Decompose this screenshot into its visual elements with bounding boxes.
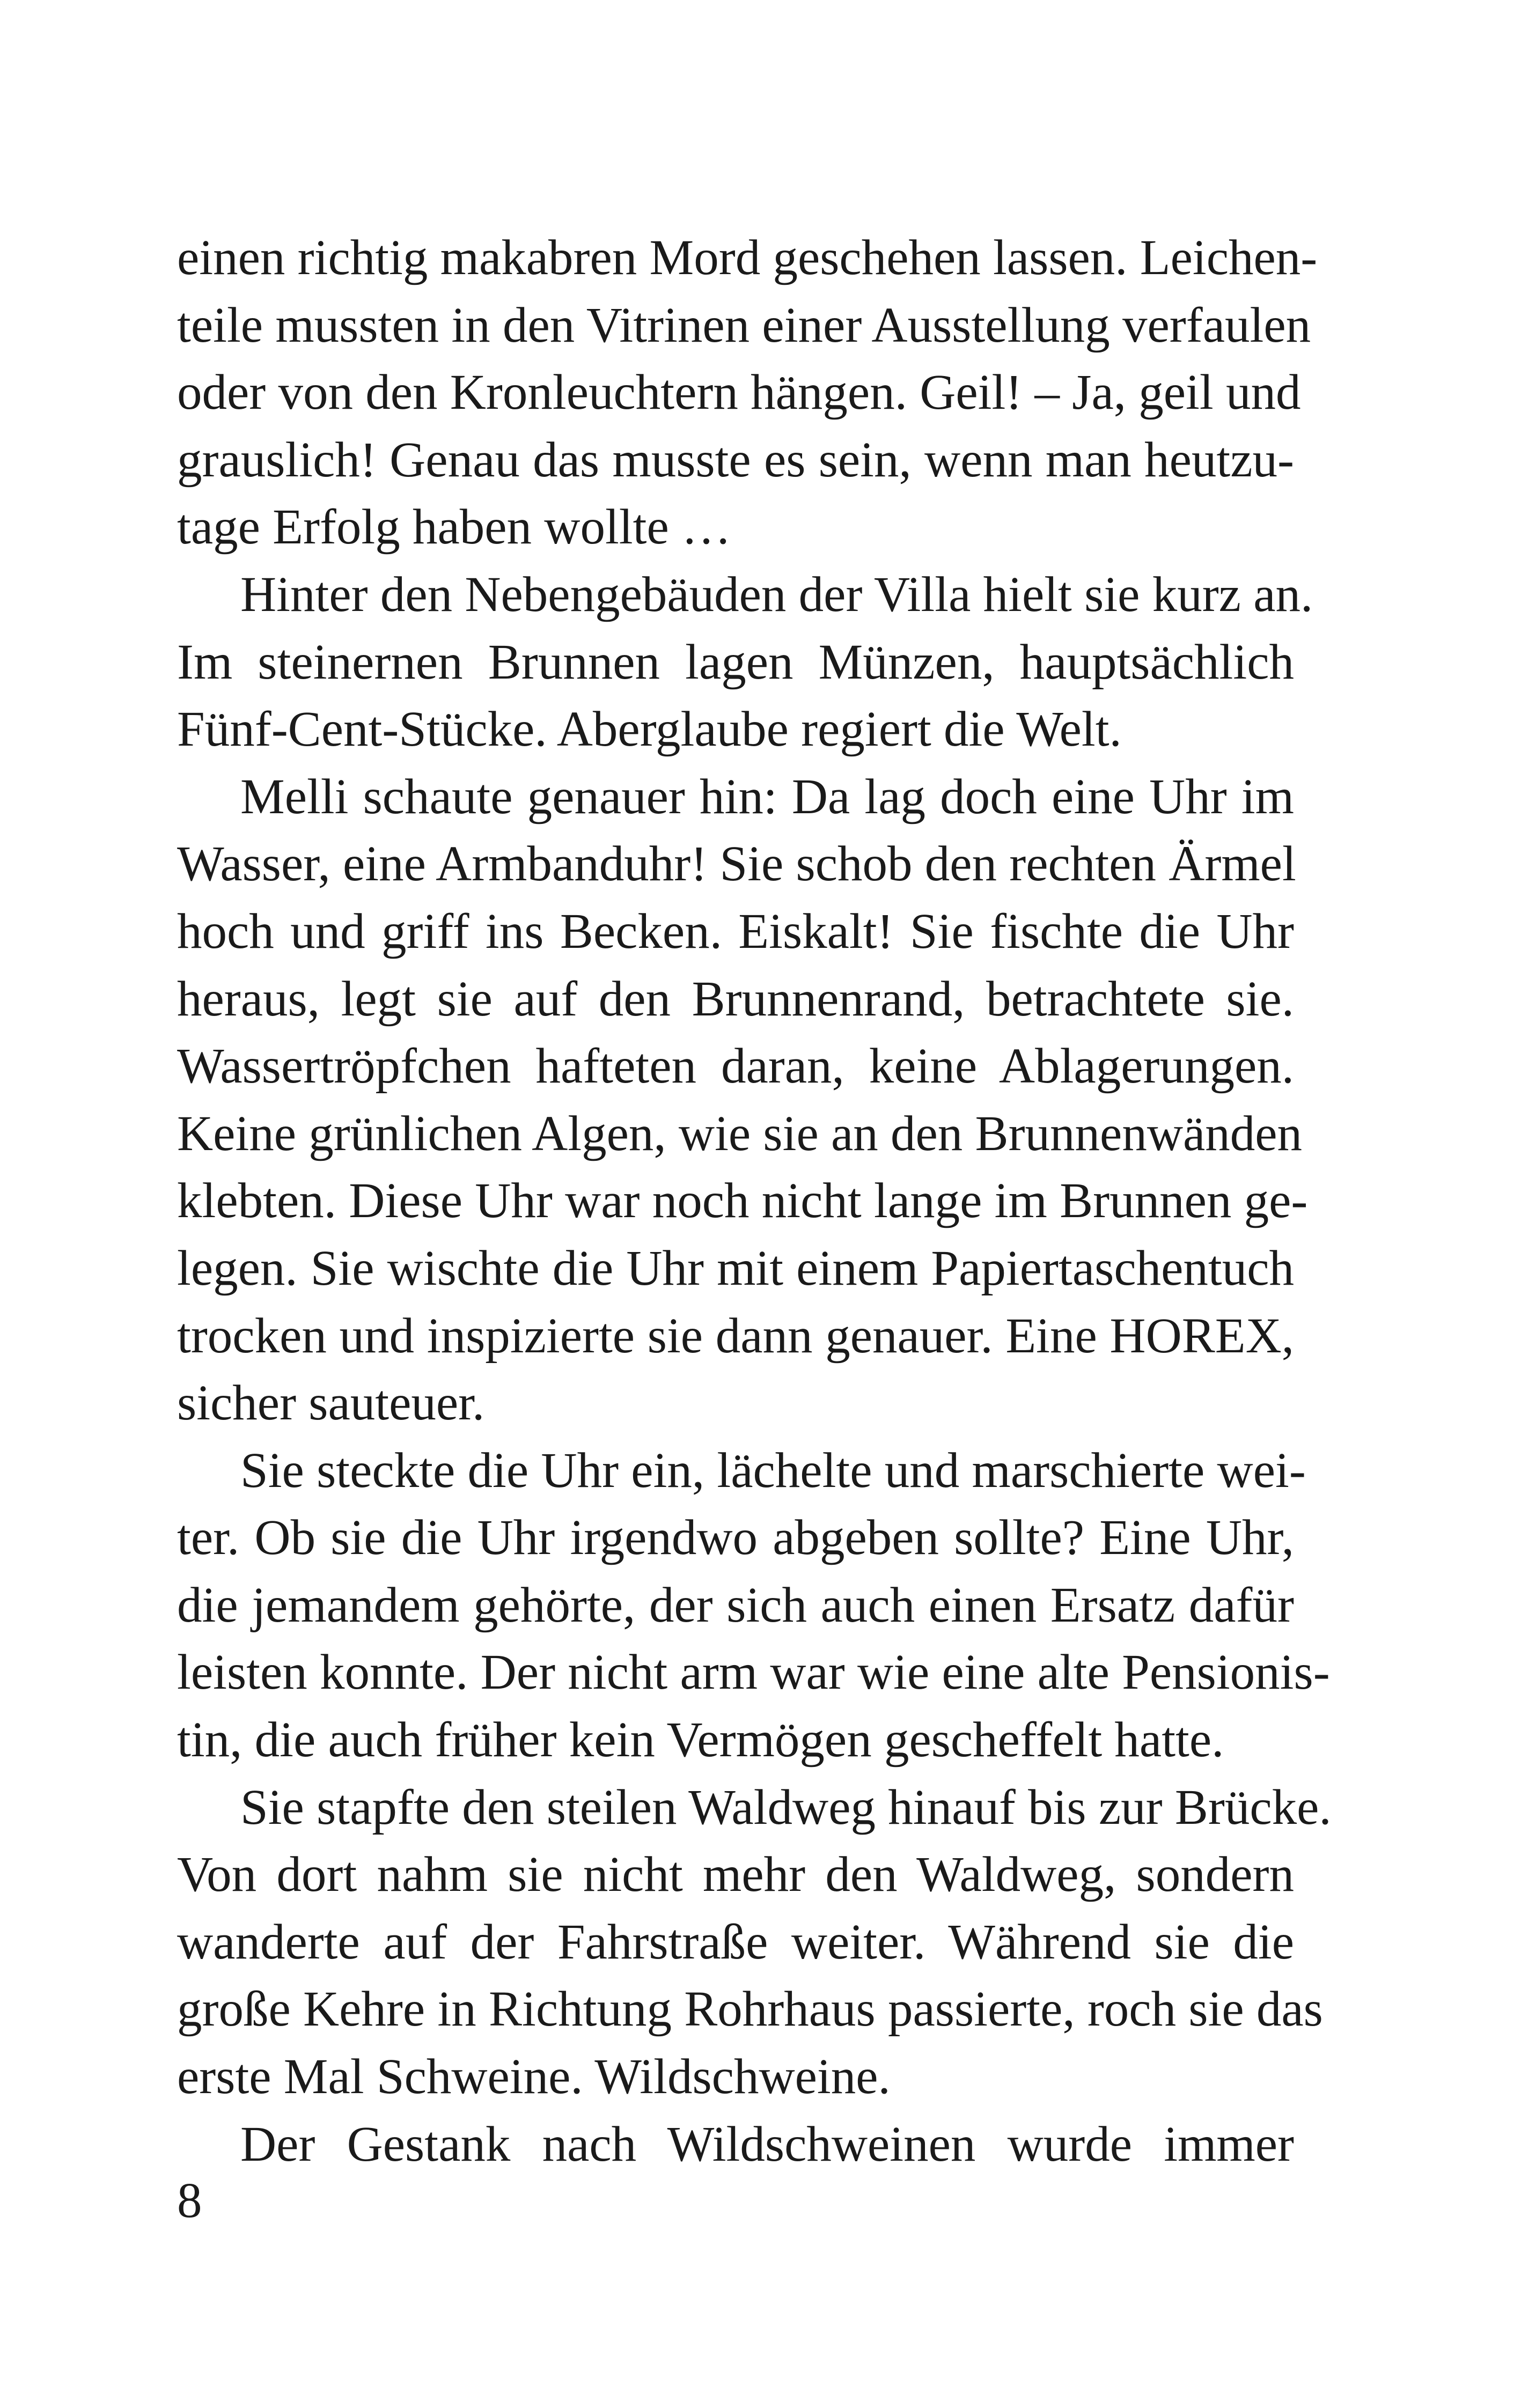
text-line: sicher sauteuer. [177, 1375, 485, 1431]
text-line: Der Gestank nach Wildschweinen wurde immer [240, 2116, 1294, 2172]
text-line: leisten konnte. Der nicht arm war wie eine alte Pensionis- [177, 1645, 1330, 1700]
text-line: hoch und griff ins Becken. Eiskalt! Sie fischte die Uhr [177, 903, 1294, 959]
text-line: Sie stapfte den steilen Waldweg hinauf bis zur Brücke. [240, 1779, 1332, 1835]
body-text [177, 224, 1332, 2178]
text-line: Fünf-Cent-Stücke. Aberglaube regiert die Welt. [177, 702, 1122, 757]
text-line: grauslich! Genau das musste es sein, wenn man heutzu- [177, 432, 1294, 488]
text-line: wanderte auf der Fahrstraße weiter. Während sie die [177, 1914, 1294, 1970]
page-number: 8 [177, 2173, 202, 2228]
text-line: Sie steckte die Uhr ein, lächelte und marschierte wei- [240, 1442, 1306, 1498]
text-line: Keine grünlichen Algen, wie sie an den Brunnenwänden [177, 1106, 1303, 1161]
text-line: große Kehre in Richtung Rohrhaus passierte, roch sie das [177, 1982, 1323, 2037]
text-line: Von dort nahm sie nicht mehr den Waldweg, sondern [177, 1847, 1294, 1903]
text-line: tin, die auch früher kein Vermögen gescheffelt hatte. [177, 1712, 1224, 1768]
text-line: teile mussten in den Vitrinen einer Ausstellung verfaulen [177, 297, 1311, 353]
text-line: ter. Ob sie die Uhr irgendwo abgeben sollte? Eine Uhr, [177, 1510, 1294, 1566]
text-line: Melli schaute genauer hin: Da lag doch eine Uhr im [240, 769, 1294, 824]
text-line: einen richtig makabren Mord geschehen lassen. Leichen- [177, 230, 1318, 285]
text-line: Im steinernen Brunnen lagen Münzen, hauptsächlich [177, 634, 1294, 690]
text-line: Wasser, eine Armbanduhr! Sie schob den rechten Ärmel [177, 836, 1296, 892]
text-line: oder von den Kronleuchtern hängen. Geil! – Ja, geil und [177, 365, 1301, 421]
text-line: Hinter den Nebengebäuden der Villa hielt sie kurz an. [240, 566, 1313, 622]
text-line: trocken und inspizierte sie dann genauer. Eine HOREX, [177, 1308, 1294, 1364]
text-line: legen. Sie wischte die Uhr mit einem Papiertaschentuch [177, 1240, 1294, 1296]
text-line: klebten. Diese Uhr war noch nicht lange im Brunnen ge- [177, 1173, 1308, 1229]
text-line: Wassertröpfchen hafteten daran, keine Ablagerungen. [177, 1039, 1294, 1094]
text-line: die jemandem gehörte, der sich auch einen Ersatz dafür [177, 1577, 1294, 1633]
text-line: heraus, legt sie auf den Brunnenrand, betrachtete sie. [177, 971, 1294, 1027]
text-line: tage Erfolg haben wollte … [177, 499, 731, 555]
text-line: erste Mal Schweine. Wildschweine. [177, 2049, 891, 2105]
